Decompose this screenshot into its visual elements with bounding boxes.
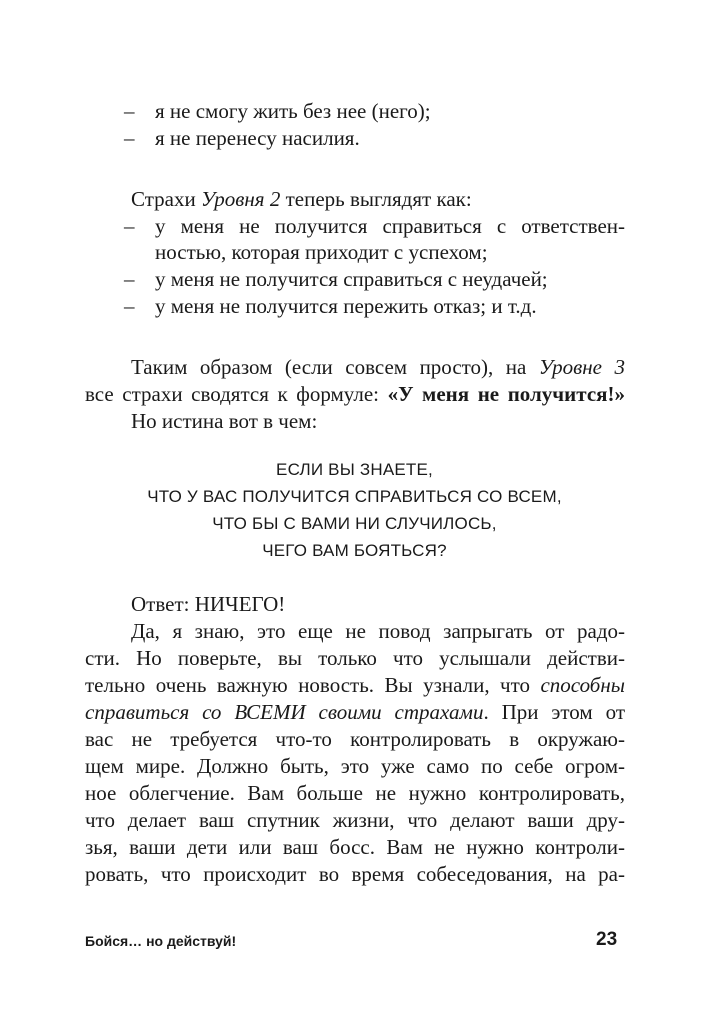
page-number: 23	[596, 929, 618, 950]
text-run: теперь выглядят как:	[280, 187, 472, 211]
caps-line: ЧТО БЫ С ВАМИ НИ СЛУЧИЛОСЬ,	[212, 514, 497, 533]
list-dash: –	[124, 267, 135, 291]
italic-term: справиться со ВСЕМИ своими страхами	[85, 700, 484, 724]
italic-term: Уровне 3	[538, 355, 625, 379]
paragraph-line: ровать, что происходит во время собеседования, на ра-	[85, 862, 625, 886]
answer-line: Ответ: НИЧЕГО!	[131, 592, 286, 616]
text-run: все страхи сводятся к формуле:	[85, 382, 388, 406]
text-run: Таким образом (если совсем просто), на	[131, 355, 539, 379]
paragraph-line: ное облегчение. Вам больше не нужно контролировать,	[85, 781, 625, 805]
paragraph-line: щем мире. Должно быть, это уже само по себе огром-	[85, 754, 625, 778]
caps-line: ЕСЛИ ВЫ ЗНАЕТЕ,	[276, 460, 433, 479]
running-footer-title: Бойся… но действуй!	[85, 933, 237, 949]
list-dash: –	[124, 126, 135, 150]
italic-term: способны	[540, 673, 625, 697]
list-item: я не смогу жить без нее (него);	[155, 99, 431, 123]
list-item: у меня не получится справиться с неудачей;	[155, 267, 548, 291]
paragraph-line: что делает ваш спутник жизни, что делают ваши дру-	[85, 808, 625, 832]
text-run: Страхи	[131, 187, 201, 211]
list-dash: –	[124, 294, 135, 318]
paragraph-line	[85, 673, 625, 697]
level3-line	[85, 382, 625, 406]
paragraph-line: Да, я знаю, это еще не повод запрыгать от радо-	[131, 619, 625, 643]
list-item: у меня не получится справиться с ответствен-	[155, 214, 625, 238]
caps-line: ЧТО У ВАС ПОЛУЧИТСЯ СПРАВИТЬСЯ СО ВСЕМ,	[147, 487, 562, 506]
level3-line	[131, 355, 625, 379]
bold-formula: «У меня не получится!»	[387, 382, 625, 406]
list-dash: –	[124, 99, 135, 123]
paragraph-line: вас не требуется что-то контролировать в окружаю-	[85, 727, 625, 751]
list-item: у меня не получится пережить отказ; и т.д.	[155, 294, 537, 318]
text-run: . При этом от	[483, 700, 625, 724]
text-run: тельно очень важную новость. Вы узнали, что	[85, 673, 541, 697]
level3-line: Но истина вот в чем:	[131, 409, 318, 433]
paragraph-line: зья, ваши дети или ваш босс. Вам не нужно контроли-	[85, 835, 625, 859]
level2-intro	[131, 187, 472, 211]
paragraph-line	[85, 700, 625, 724]
list-dash: –	[124, 214, 135, 238]
caps-line: ЧЕГО ВАМ БОЯТЬСЯ?	[262, 541, 447, 560]
list-item: я не перенесу насилия.	[155, 126, 360, 150]
paragraph-line: сти. Но поверьте, вы только что услышали действи-	[85, 646, 625, 670]
list-item-continuation: ностью, которая приходит с успехом;	[155, 240, 488, 264]
italic-term: Уровня 2	[200, 187, 281, 211]
